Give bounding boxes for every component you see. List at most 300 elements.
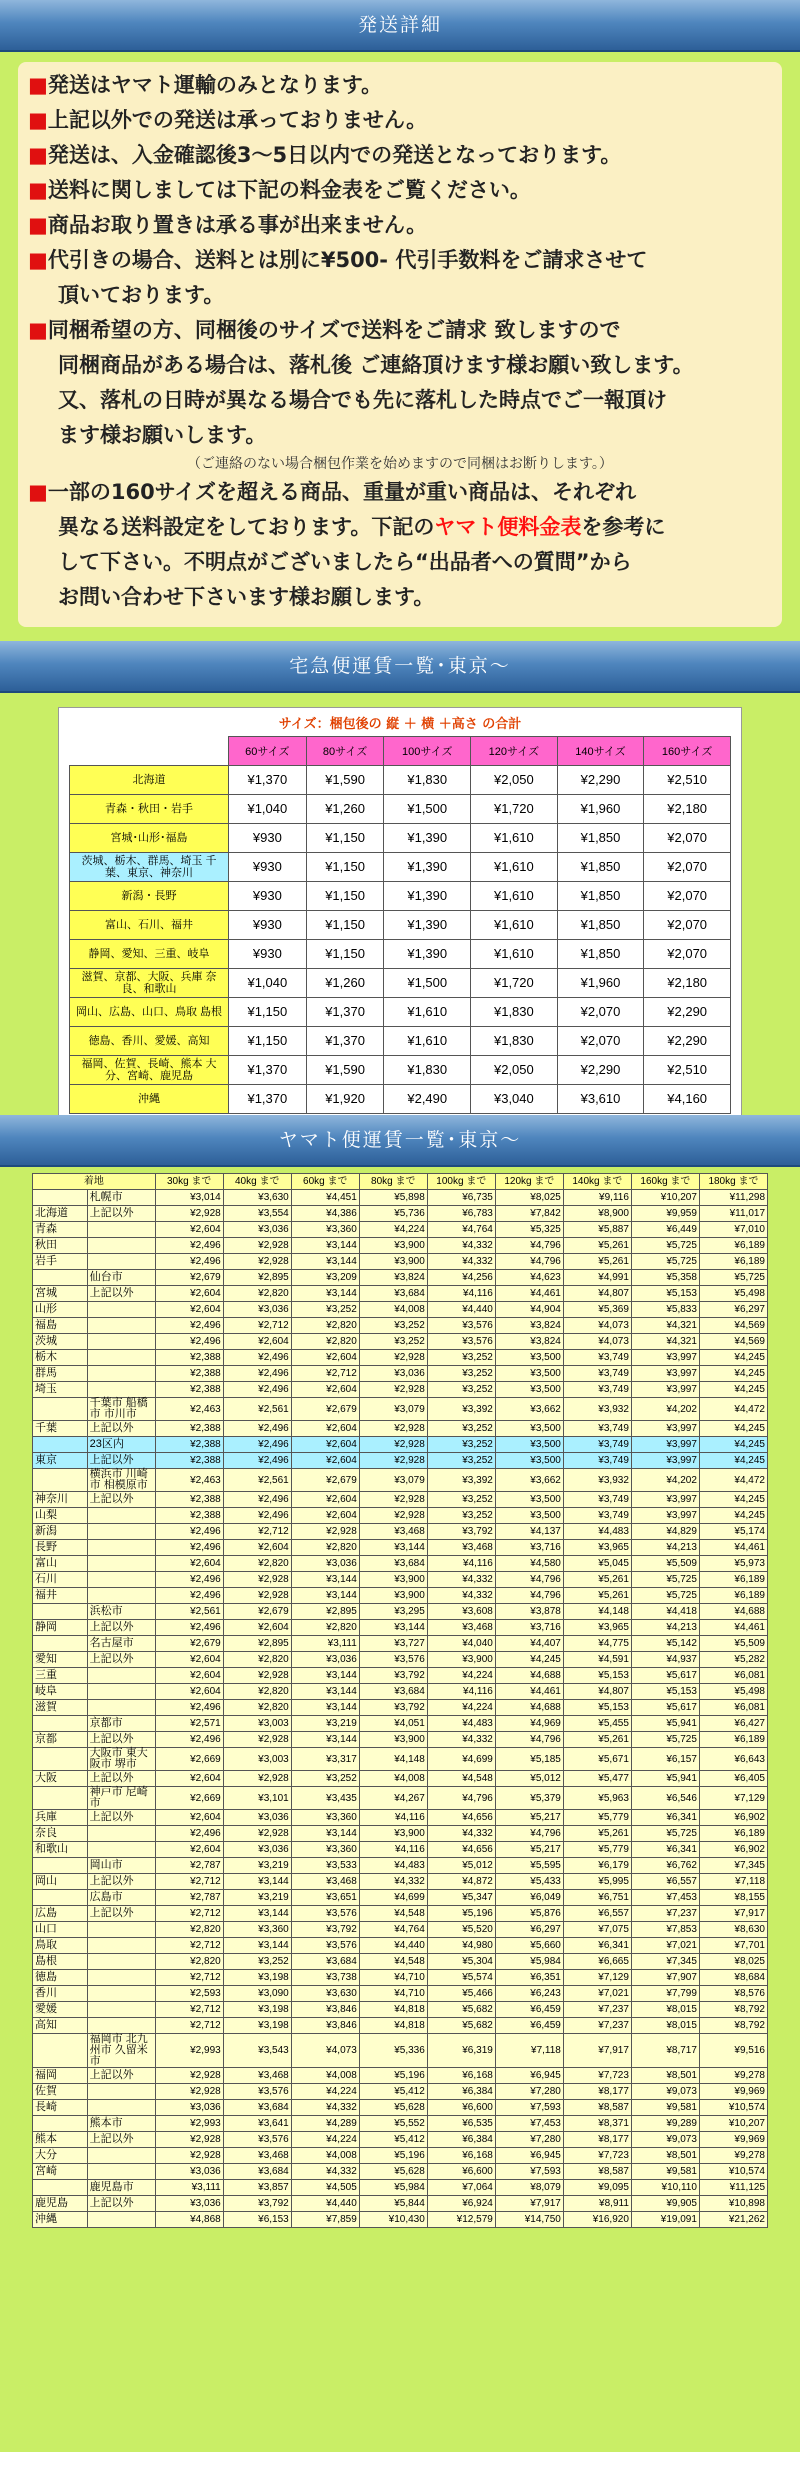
price-cell: ¥2,290 xyxy=(644,997,731,1026)
price-cell: ¥6,189 xyxy=(699,1826,767,1842)
header-blank xyxy=(70,737,229,766)
price-cell: ¥3,900 xyxy=(359,1588,427,1604)
price-cell: ¥1,610 xyxy=(471,823,558,852)
price-cell: ¥4,796 xyxy=(427,1787,495,1810)
table-row xyxy=(33,2148,768,2164)
price-cell: ¥3,738 xyxy=(291,1970,359,1986)
price-cell: ¥4,904 xyxy=(495,1302,563,1318)
price-cell: ¥5,282 xyxy=(699,1652,767,1668)
price-cell: ¥5,261 xyxy=(563,1572,631,1588)
price-cell: ¥9,116 xyxy=(563,1190,631,1206)
price-cell: ¥2,928 xyxy=(359,1350,427,1366)
notice-text: 一部の160サイズを超える商品、重量が重い商品は、それぞれ xyxy=(47,480,636,504)
price-cell: ¥2,388 xyxy=(155,1350,223,1366)
price-cell: ¥4,580 xyxy=(495,1556,563,1572)
price-cell: ¥4,796 xyxy=(495,1238,563,1254)
price-cell: ¥2,604 xyxy=(155,1810,223,1826)
price-cell: ¥4,461 xyxy=(699,1540,767,1556)
price-cell: ¥6,341 xyxy=(631,1842,699,1858)
price-cell: ¥4,969 xyxy=(495,1716,563,1732)
weight-header: 80kg まで xyxy=(359,1174,427,1190)
price-cell: ¥7,280 xyxy=(495,2084,563,2100)
price-cell: ¥6,243 xyxy=(495,1986,563,2002)
price-cell: ¥4,332 xyxy=(291,2100,359,2116)
table-row xyxy=(33,1238,768,1254)
price-cell: ¥3,003 xyxy=(223,1716,291,1732)
price-cell: ¥2,895 xyxy=(223,1636,291,1652)
price-cell: ¥2,604 xyxy=(291,1453,359,1469)
price-cell: ¥1,590 xyxy=(306,1055,384,1084)
city-cell xyxy=(87,1382,155,1398)
price-cell: ¥6,157 xyxy=(631,1748,699,1771)
price-cell: ¥3,965 xyxy=(563,1540,631,1556)
price-cell: ¥5,217 xyxy=(495,1810,563,1826)
prefecture-cell: 愛知 xyxy=(33,1652,88,1668)
price-cell: ¥10,110 xyxy=(631,2180,699,2196)
city-cell: 岡山市 xyxy=(87,1858,155,1874)
prefecture-cell: 長野 xyxy=(33,1540,88,1556)
table-row xyxy=(33,1874,768,1890)
area-cell: 静岡、愛知、三重、岐阜 xyxy=(70,939,229,968)
price-cell: ¥2,679 xyxy=(155,1270,223,1286)
price-cell: ¥4,245 xyxy=(699,1366,767,1382)
price-cell: ¥3,040 xyxy=(471,1084,558,1113)
price-cell: ¥9,959 xyxy=(631,1206,699,1222)
city-cell xyxy=(87,1524,155,1540)
price-cell: ¥4,213 xyxy=(631,1540,699,1556)
price-cell: ¥3,500 xyxy=(495,1350,563,1366)
weight-header: 30kg まで xyxy=(155,1174,223,1190)
city-cell: 浜松市 xyxy=(87,1604,155,1620)
price-cell: ¥5,984 xyxy=(495,1954,563,1970)
yamato-rate-link[interactable]: ヤマト便料金表 xyxy=(434,515,582,539)
table-row xyxy=(33,1842,768,1858)
price-cell: ¥4,461 xyxy=(699,1620,767,1636)
city-cell: 23区内 xyxy=(87,1437,155,1453)
price-cell: ¥1,150 xyxy=(306,881,384,910)
price-cell: ¥6,665 xyxy=(563,1954,631,1970)
price-cell: ¥2,679 xyxy=(291,1469,359,1492)
price-cell: ¥4,796 xyxy=(495,1588,563,1604)
price-cell: ¥5,736 xyxy=(359,1206,427,1222)
table-row xyxy=(70,794,731,823)
notice-text: ます様お願いします。 xyxy=(58,423,267,447)
table-row xyxy=(33,1398,768,1421)
price-cell: ¥5,682 xyxy=(427,2002,495,2018)
price-cell: ¥3,111 xyxy=(291,1636,359,1652)
price-cell: ¥11,125 xyxy=(699,2180,767,2196)
price-cell: ¥4,699 xyxy=(427,1748,495,1771)
price-cell: ¥1,920 xyxy=(306,1084,384,1113)
price-cell: ¥2,787 xyxy=(155,1858,223,1874)
price-cell: ¥6,341 xyxy=(631,1810,699,1826)
prefecture-cell: 宮城 xyxy=(33,1286,88,1302)
price-cell: ¥2,496 xyxy=(155,1524,223,1540)
price-cell: ¥4,332 xyxy=(427,1732,495,1748)
price-cell: ¥6,557 xyxy=(563,1906,631,1922)
price-cell: ¥4,332 xyxy=(427,1826,495,1842)
price-cell: ¥2,604 xyxy=(155,1842,223,1858)
price-cell: ¥3,144 xyxy=(291,1700,359,1716)
price-cell: ¥9,905 xyxy=(631,2196,699,2212)
city-cell xyxy=(87,2084,155,2100)
price-cell: ¥5,725 xyxy=(631,1238,699,1254)
price-cell: ¥4,688 xyxy=(495,1668,563,1684)
price-cell: ¥2,496 xyxy=(155,1620,223,1636)
table-row xyxy=(33,1684,768,1700)
price-cell: ¥6,384 xyxy=(427,2084,495,2100)
price-cell: ¥3,252 xyxy=(427,1382,495,1398)
price-cell: ¥2,496 xyxy=(223,1366,291,1382)
price-cell: ¥6,189 xyxy=(699,1572,767,1588)
price-cell: ¥5,304 xyxy=(427,1954,495,1970)
city-cell: 上記以外 xyxy=(87,1771,155,1787)
price-cell: ¥3,144 xyxy=(291,1238,359,1254)
price-cell: ¥2,712 xyxy=(155,1874,223,1890)
price-cell: ¥2,928 xyxy=(155,2132,223,2148)
price-cell: ¥5,520 xyxy=(427,1922,495,1938)
price-cell: ¥3,036 xyxy=(291,1652,359,1668)
price-cell: ¥7,453 xyxy=(495,2116,563,2132)
prefecture-cell: 大阪 xyxy=(33,1771,88,1787)
city-cell: 上記以外 xyxy=(87,2132,155,2148)
price-cell: ¥8,015 xyxy=(631,2002,699,2018)
price-cell: ¥4,213 xyxy=(631,1620,699,1636)
prefecture-cell: 静岡 xyxy=(33,1620,88,1636)
price-cell: ¥9,278 xyxy=(699,2068,767,2084)
price-cell: ¥5,412 xyxy=(359,2084,427,2100)
price-cell: ¥2,604 xyxy=(155,1652,223,1668)
price-cell: ¥2,496 xyxy=(155,1700,223,1716)
city-cell xyxy=(87,1556,155,1572)
price-cell: ¥4,148 xyxy=(359,1748,427,1771)
city-cell xyxy=(87,1572,155,1588)
price-cell: ¥3,576 xyxy=(291,1906,359,1922)
notice-line xyxy=(28,418,772,453)
price-cell: ¥2,604 xyxy=(291,1350,359,1366)
price-cell: ¥8,684 xyxy=(699,1970,767,1986)
price-cell: ¥4,008 xyxy=(291,2148,359,2164)
price-cell: ¥4,483 xyxy=(563,1524,631,1540)
notice-line xyxy=(28,138,772,173)
price-cell: ¥3,252 xyxy=(427,1421,495,1437)
price-cell: ¥930 xyxy=(229,939,307,968)
price-cell: ¥3,997 xyxy=(631,1421,699,1437)
price-cell: ¥9,073 xyxy=(631,2132,699,2148)
price-cell: ¥10,430 xyxy=(359,2212,427,2228)
price-cell: ¥8,025 xyxy=(495,1190,563,1206)
table-header-row xyxy=(33,1174,768,1190)
city-cell: 上記以外 xyxy=(87,2196,155,2212)
price-cell: ¥3,252 xyxy=(359,1318,427,1334)
price-cell: ¥3,749 xyxy=(563,1350,631,1366)
price-cell: ¥8,630 xyxy=(699,1922,767,1938)
price-cell: ¥5,196 xyxy=(359,2148,427,2164)
price-cell: ¥3,252 xyxy=(427,1508,495,1524)
price-cell: ¥3,576 xyxy=(223,2132,291,2148)
prefecture-cell: 岩手 xyxy=(33,1254,88,1270)
price-cell: ¥3,500 xyxy=(495,1492,563,1508)
notice-line xyxy=(28,580,772,615)
price-cell: ¥6,319 xyxy=(427,2034,495,2068)
price-cell: ¥3,144 xyxy=(291,1684,359,1700)
city-cell: 上記以外 xyxy=(87,1620,155,1636)
price-cell: ¥2,510 xyxy=(644,1055,731,1084)
notice-note: （ご連絡のない場合梱包作業を始めますので同梱はお断りします。） xyxy=(187,456,613,472)
price-cell: ¥3,792 xyxy=(291,1922,359,1938)
table-row xyxy=(33,2084,768,2100)
price-cell: ¥3,543 xyxy=(223,2034,291,2068)
prefecture-cell: 大分 xyxy=(33,2148,88,2164)
prefecture-cell: 石川 xyxy=(33,1572,88,1588)
price-cell: ¥1,830 xyxy=(471,997,558,1026)
price-cell: ¥1,850 xyxy=(557,852,644,881)
price-cell: ¥5,358 xyxy=(631,1270,699,1286)
price-cell: ¥3,036 xyxy=(223,1810,291,1826)
price-cell: ¥2,496 xyxy=(223,1492,291,1508)
price-cell: ¥4,116 xyxy=(427,1556,495,1572)
city-cell: 京都市 xyxy=(87,1716,155,1732)
price-cell: ¥2,712 xyxy=(155,1906,223,1922)
price-cell: ¥5,477 xyxy=(563,1771,631,1787)
price-cell: ¥8,501 xyxy=(631,2068,699,2084)
table-row xyxy=(33,1748,768,1771)
table-row xyxy=(33,1771,768,1787)
price-cell: ¥2,388 xyxy=(155,1421,223,1437)
table-row xyxy=(33,1540,768,1556)
price-cell: ¥6,153 xyxy=(223,2212,291,2228)
price-cell: ¥2,510 xyxy=(644,765,731,794)
price-cell: ¥8,792 xyxy=(699,2018,767,2034)
price-cell: ¥4,224 xyxy=(291,2084,359,2100)
price-cell: ¥6,189 xyxy=(699,1254,767,1270)
price-cell: ¥5,369 xyxy=(563,1302,631,1318)
city-cell xyxy=(87,1938,155,1954)
table-row xyxy=(70,997,731,1026)
price-cell: ¥2,669 xyxy=(155,1748,223,1771)
price-cell: ¥6,945 xyxy=(495,2148,563,2164)
price-cell: ¥5,261 xyxy=(563,1588,631,1604)
price-cell: ¥4,245 xyxy=(699,1453,767,1469)
price-cell: ¥3,857 xyxy=(223,2180,291,2196)
price-cell: ¥4,818 xyxy=(359,2018,427,2034)
price-cell: ¥8,587 xyxy=(563,2164,631,2180)
price-cell: ¥7,723 xyxy=(563,2148,631,2164)
price-cell: ¥3,111 xyxy=(155,2180,223,2196)
price-cell: ¥2,928 xyxy=(223,1254,291,1270)
price-cell: ¥3,533 xyxy=(291,1858,359,1874)
table-row xyxy=(33,1350,768,1366)
price-cell: ¥4,224 xyxy=(427,1668,495,1684)
price-cell: ¥3,576 xyxy=(427,1318,495,1334)
price-cell: ¥3,684 xyxy=(291,1954,359,1970)
price-cell: ¥4,224 xyxy=(291,2132,359,2148)
price-cell: ¥1,390 xyxy=(384,852,471,881)
city-cell xyxy=(87,1350,155,1366)
price-cell: ¥8,501 xyxy=(631,2148,699,2164)
price-cell: ¥4,656 xyxy=(427,1842,495,1858)
table-row xyxy=(33,1437,768,1453)
prefecture-cell xyxy=(33,1437,88,1453)
price-cell: ¥5,725 xyxy=(631,1588,699,1604)
table-row xyxy=(33,1382,768,1398)
price-cell: ¥1,040 xyxy=(229,794,307,823)
table-row xyxy=(33,1366,768,1382)
city-cell xyxy=(87,1954,155,1970)
price-cell: ¥3,997 xyxy=(631,1366,699,1382)
price-cell: ¥1,040 xyxy=(229,968,307,997)
table-row xyxy=(33,2164,768,2180)
price-cell: ¥6,783 xyxy=(427,1206,495,1222)
price-cell: ¥5,498 xyxy=(699,1286,767,1302)
price-cell: ¥3,252 xyxy=(427,1437,495,1453)
prefecture-cell: 福井 xyxy=(33,1588,88,1604)
price-cell: ¥4,807 xyxy=(563,1684,631,1700)
prefecture-cell xyxy=(33,1858,88,1874)
city-cell: 横浜市 川崎市 相模原市 xyxy=(87,1469,155,1492)
price-cell: ¥5,995 xyxy=(563,1874,631,1890)
price-cell: ¥2,820 xyxy=(223,1684,291,1700)
price-cell: ¥2,490 xyxy=(384,1084,471,1113)
price-cell: ¥4,245 xyxy=(699,1492,767,1508)
prefecture-cell xyxy=(33,1748,88,1771)
size-caption: サイズ：梱包後の 縦 ＋ 横 ＋高さ の合計 xyxy=(278,717,522,732)
price-cell: ¥2,820 xyxy=(291,1318,359,1334)
price-cell: ¥2,604 xyxy=(223,1540,291,1556)
notice-text: 頂いております。 xyxy=(58,283,225,307)
price-cell: ¥2,388 xyxy=(155,1508,223,1524)
price-cell: ¥4,321 xyxy=(631,1318,699,1334)
area-cell: 新潟・長野 xyxy=(70,881,229,910)
price-cell: ¥7,129 xyxy=(699,1787,767,1810)
city-cell xyxy=(87,1302,155,1318)
price-cell: ¥1,150 xyxy=(306,823,384,852)
prefecture-cell: 福島 xyxy=(33,1318,88,1334)
size-header: 80サイズ xyxy=(306,737,384,766)
price-cell: ¥7,345 xyxy=(631,1954,699,1970)
place-header: 着地 xyxy=(33,1174,156,1190)
table-row xyxy=(70,1055,731,1084)
price-cell: ¥5,876 xyxy=(495,1906,563,1922)
price-cell: ¥3,036 xyxy=(359,1366,427,1382)
notice-line xyxy=(28,278,772,313)
price-cell: ¥4,688 xyxy=(699,1604,767,1620)
price-cell: ¥2,712 xyxy=(155,1938,223,1954)
price-cell: ¥930 xyxy=(229,881,307,910)
price-cell: ¥3,079 xyxy=(359,1398,427,1421)
price-cell: ¥3,608 xyxy=(427,1604,495,1620)
price-cell: ¥5,725 xyxy=(631,1826,699,1842)
price-cell: ¥2,496 xyxy=(223,1350,291,1366)
section-header: ヤマト便運賃一覧･東京～ xyxy=(0,1115,800,1167)
price-cell: ¥2,928 xyxy=(155,2068,223,2084)
price-cell: ¥4,775 xyxy=(563,1636,631,1652)
price-cell: ¥2,496 xyxy=(223,1437,291,1453)
price-cell: ¥3,997 xyxy=(631,1382,699,1398)
table-row xyxy=(33,1190,768,1206)
weight-header: 140kg まで xyxy=(563,1174,631,1190)
section-header: 発送詳細 xyxy=(0,0,800,52)
price-cell: ¥4,289 xyxy=(291,2116,359,2132)
table-row xyxy=(70,1026,731,1055)
price-cell: ¥8,576 xyxy=(699,1986,767,2002)
price-cell: ¥8,079 xyxy=(495,2180,563,2196)
price-cell: ¥4,202 xyxy=(631,1469,699,1492)
bullet-marker: ■ xyxy=(28,213,48,237)
price-cell: ¥3,468 xyxy=(359,1524,427,1540)
city-cell xyxy=(87,2164,155,2180)
price-cell: ¥2,496 xyxy=(155,1732,223,1748)
table-row xyxy=(33,2196,768,2212)
city-cell xyxy=(87,1318,155,1334)
price-cell: ¥2,496 xyxy=(223,1421,291,1437)
table-row xyxy=(33,1986,768,2002)
notice-text: 発送は、入金確認後3～5日以内での発送となっております。 xyxy=(47,143,622,167)
table-row xyxy=(33,1572,768,1588)
price-cell: ¥5,196 xyxy=(359,2068,427,2084)
price-cell: ¥2,561 xyxy=(223,1469,291,1492)
price-cell: ¥4,332 xyxy=(291,2164,359,2180)
takkyubin-table xyxy=(69,736,731,1114)
price-cell: ¥5,844 xyxy=(359,2196,427,2212)
takkyubin-section xyxy=(0,641,800,1115)
price-cell: ¥6,459 xyxy=(495,2018,563,2034)
price-cell: ¥5,196 xyxy=(427,1906,495,1922)
price-cell: ¥2,593 xyxy=(155,1986,223,2002)
price-cell: ¥5,509 xyxy=(631,1556,699,1572)
price-cell: ¥5,725 xyxy=(631,1732,699,1748)
price-cell: ¥2,604 xyxy=(155,1222,223,1238)
prefecture-cell: 茨城 xyxy=(33,1334,88,1350)
price-cell: ¥2,388 xyxy=(155,1382,223,1398)
price-cell: ¥3,144 xyxy=(223,1874,291,1890)
bullet-marker: ■ xyxy=(28,143,48,167)
price-cell: ¥2,993 xyxy=(155,2034,223,2068)
table-row xyxy=(33,2018,768,2034)
price-cell: ¥3,144 xyxy=(291,1254,359,1270)
price-cell: ¥5,984 xyxy=(359,2180,427,2196)
price-cell: ¥7,280 xyxy=(495,2132,563,2148)
price-cell: ¥3,468 xyxy=(223,2068,291,2084)
price-cell: ¥4,008 xyxy=(359,1302,427,1318)
price-cell: ¥4,623 xyxy=(495,1270,563,1286)
price-cell: ¥4,818 xyxy=(359,2002,427,2018)
price-cell: ¥1,850 xyxy=(557,823,644,852)
price-cell: ¥2,928 xyxy=(223,1732,291,1748)
price-cell: ¥7,010 xyxy=(699,1222,767,1238)
price-cell: ¥2,180 xyxy=(644,968,731,997)
table-row xyxy=(33,1826,768,1842)
price-cell: ¥2,496 xyxy=(155,1254,223,1270)
price-cell: ¥7,345 xyxy=(699,1858,767,1874)
price-cell: ¥2,604 xyxy=(223,1620,291,1636)
price-cell: ¥3,630 xyxy=(291,1986,359,2002)
price-cell: ¥4,440 xyxy=(427,1302,495,1318)
price-cell: ¥4,710 xyxy=(359,1986,427,2002)
city-cell: 福岡市 北九州市 久留米市 xyxy=(87,2034,155,2068)
price-cell: ¥11,298 xyxy=(699,1190,767,1206)
price-cell: ¥5,347 xyxy=(427,1890,495,1906)
city-cell: 大阪市 東大阪市 堺市 xyxy=(87,1748,155,1771)
table-row xyxy=(33,1222,768,1238)
price-cell: ¥3,792 xyxy=(427,1524,495,1540)
price-cell: ¥3,468 xyxy=(291,1874,359,1890)
table-row xyxy=(33,1421,768,1437)
price-cell: ¥3,684 xyxy=(223,2100,291,2116)
price-cell: ¥2,604 xyxy=(155,1771,223,1787)
price-cell: ¥6,557 xyxy=(631,1874,699,1890)
price-cell: ¥2,463 xyxy=(155,1398,223,1421)
